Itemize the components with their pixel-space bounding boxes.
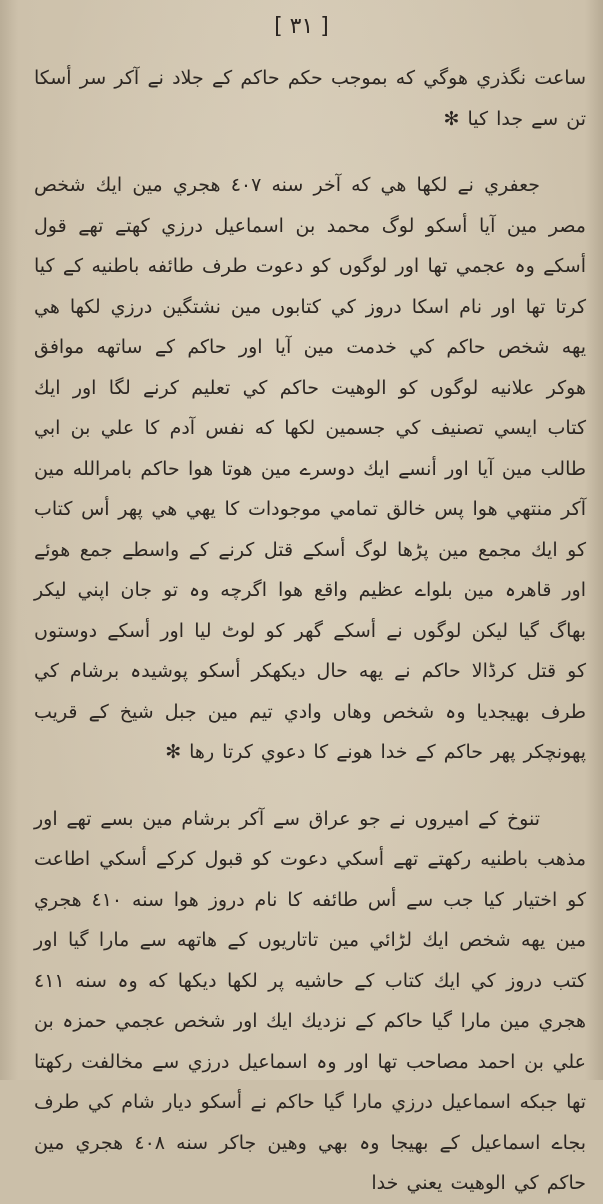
body-text bbox=[34, 58, 586, 1204]
page-number: [ ٣١ ] bbox=[274, 14, 329, 39]
paragraph-1: ساعت نگذري هوگي كه بموجب حكم حاكم كے جلاد نے آكر سر أسكا تن سے جدا كيا ✻ bbox=[34, 67, 586, 130]
paragraph-2: جعفري نے لكها هي كه آخر سنه ٤٠٧ هجري مين ايك شخص مصر مين آيا أسكو لوگ محمد بن اسماعيل درزي كهتے تهے قول أسكے وہ عجمي تها اور لوگوں كو دعوت طرف طائفه باطنيه كے كيا كرتا تها اور نام اسكا دروز كي كتابوں مين نشتگين درزي لكها هي يهه شخص حاكم كي خدمت مين آيا اور حاكم كے ساتهه موافق هوكر علانيه لوگوں كو الوهيت حاكم كي تعليم كرنے لگا اور ايك كتاب ايسي تصنيف كي جسمين لكها كه نفس آدم كا علي بن ابي طالب مين آيا اور أنسے ايك دوسرے مين هوتا هوا حاكم بامرالله مين آكر منتهي هوا پس خالق تمامي موجودات كا يهي هي پهر أس كتاب كو ايك مجمع مين پڑها لوگ أسكے قتل كرنے كے واسطے جمع هوئے اور قاهرہ مين بلواے عظيم واقع هوا اگرچه وہ تو جان اپني ليكر بهاگ گيا ليكن لوگوں نے أسكے گهر كو لوٹ ليا اور أسكے دوستوں كو قتل كرڈالا حاكم نے يهه حال ديكهكر أسكو پوشيدہ برشام كي طرف بهيجديا وہ شخص وهاں وادي تيم مين جبل شيخ كے قريب پهونچكر پهر حاكم كے خدا هونے كا دعوي كرتا رها ✻ bbox=[34, 174, 586, 763]
paragraph-3: تنوخ كے اميروں نے جو عراق سے آكر برشام مين بسے تهے اور مذهب باطنيه ركهتے تهے أسكي دعوت كو قبول كركے أسكي اطاعت كو اختيار كيا جب سے أس طائفه كا نام دروز هوا سنه ٤١٠ هجري مين يهه شخص ايك لڑائي مين تاتاريوں كے هاتهه سے مارا گيا اور كتب دروز كي ايك كتاب كے حاشيه پر لكها ديكها كه وہ سنه ٤١١ هجري مين مارا گيا حاكم كے نزديك ايك اور شخص عجمي حمزہ بن علي بن احمد مصاحب تها اور وہ اسماعيل درزي سے مخالفت ركهتا تها جبكه اسماعيل درزي مارا گيا حاكم نے أسكو ديار شام كي طرف بجاے اسماعيل كے بهيجا وہ بهي وهين جاكر سنه ٤٠٨ هجري مين حاكم كي الوهيت يعني خدا bbox=[34, 807, 586, 1194]
